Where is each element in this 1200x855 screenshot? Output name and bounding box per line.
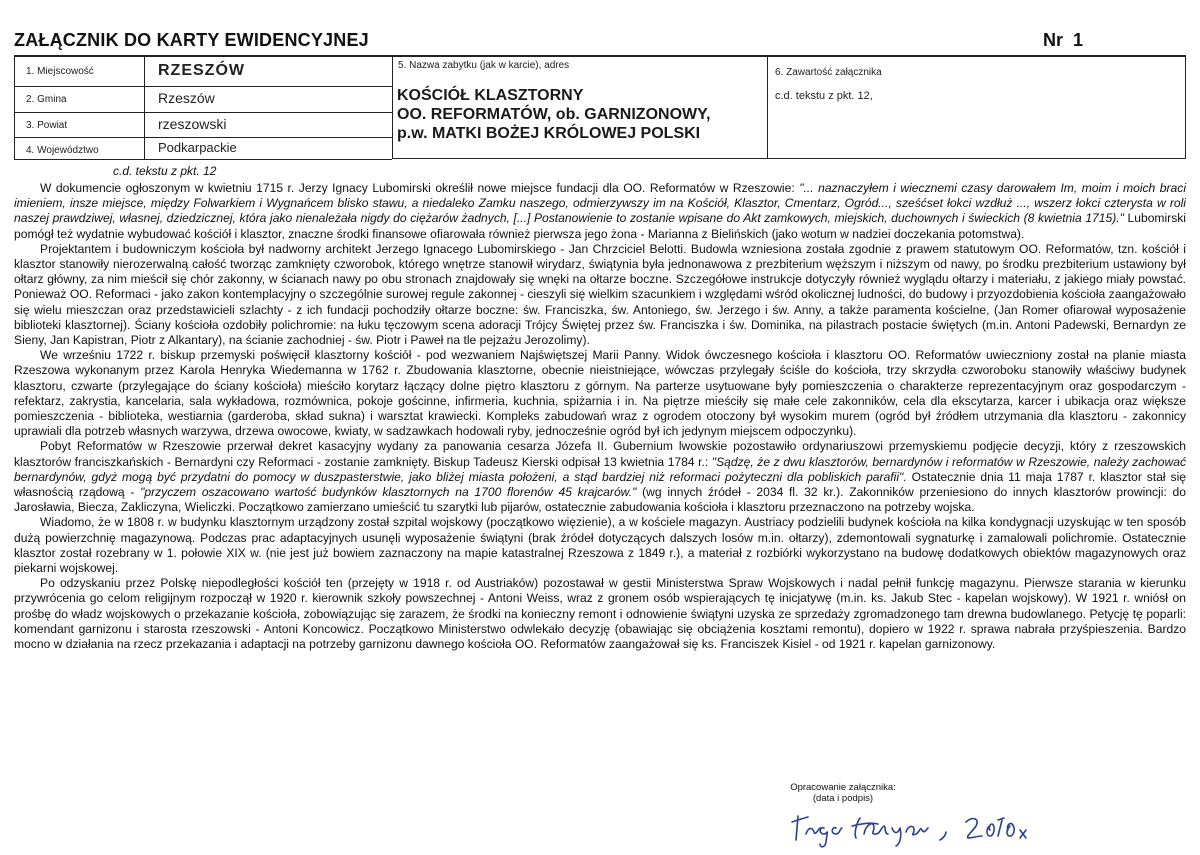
quotation-text: "Sądzę, że z dwu klasztorów, bernardynów i reformatów w Rzeszowie, należy zachować bernardynów, gdyż mogą być przydatni do pomocy w duszpasterstwie, jako bliżej miasta położeni, a stąd bardziej niż reformaci pożyteczni dla pobliskich parafii".: [14, 454, 1187, 484]
wojewodztwo-value: Podkarpackie: [158, 140, 237, 155]
paragraph-text: Projektantem i budowniczym kościoła był nadworny architekt Jerzego Ignacego Lubomirskiego - Jan Chrzciciel Belotti. Budowla wzniesiona została zgodnie z prawem statutowym OO. Reformatów, tzn. kościół i klasztor stanowiły nierozerwalną całość tworząc zamknięty czworobok, którego wnętrze stanowił wirydarz, świątynia była jednonawowa z prezbiterium węższym i niższym od nawy, po środku prezbiterium ustawiony był ołtarz główny, za nim mieścił się chór zakonny, w ścianach nawy po obu stronach znajdowały się wnęki na ołtarze boczne. Szczegółowe instrukcje dotyczyły również wyglądu ołtarzy i materiału, z jakiego miały powstać. Ponieważ OO. Reformaci - jako zakon kontemplacyjny o szczególnie surowej regule zakonnej - cieszyli się wielkim szacunkiem i względami wśród okolicznej ludności, do budowy i przyozdobienia kościoła zaangażowało się wielu mieszczan oraz przedstawicieli szlachty - z ich fundacji pochodziły ołtarze boczne: św. Franciszka, św. Antoniego, św. Jerzego i św. Anny, a także paramenta kościelne, (Jan Romer ofiarował wyposażenie biblioteki klasztornej). Ściany kościoła ozdobiły polichromie: na łuku tęczowym scena adoracji Trójcy Świętej przez św. Franciszka i św. Dominika, na pilastrach postacie świętych (m.in. Antoni Padewski, Bernardyn ze Sieny, Jan Kapistran, Piotr z Alkantary), na ścianie zachodniej - św. Piotr i Paweł na tle pejzażu Jerozolimy).: [14, 241, 1186, 348]
divider-col-1: [392, 56, 393, 159]
paragraph-text: Ostatecznie dnia 11 maja 1787 r. klasztor stał się własnością rządową -: [14, 469, 1186, 500]
document-title: ZAŁĄCZNIK DO KARTY EWIDENCYJNEJ: [14, 30, 369, 50]
nazwa-line-2: OO. REFORMATÓW, ob. GARNIZONOWY,: [397, 106, 711, 123]
body-paragraph: [14, 439, 1186, 515]
paragraph-text: (wg innych źródeł - 2034 fl. 32 kr.). Zakonników przeniesiono do innych klasztorów prowincji: do Jarosławia, Biecza, Zakliczyna, Wieliczki. Początkowo zamierzano umieścić tu szarytki lub pijarów, ostatecznie zabudowania kościoła i klasztoru przeznaczono na potrzeby wojska.: [14, 485, 1187, 515]
paragraph-text: We wrześniu 1722 r. biskup przemyski poświęcił klasztorny kościół - pod wezwaniem Najświętszej Marii Panny. Widok ówczesnego kościoła i klasztoru OO. Reformatów uwieczniony został na planie miasta Rzeszowa wykonanym przez Karola Henryka Wiedemanna w 1762 r. Zbudowania klasztorne, obecnie nieistniejące, wówczas przylegały ściśle do kościoła, trzy skrzydła czworoboku stanowiły właściwy budynek klasztoru, czwarte (przylegające do ściany kościoła) mieściło korytarz łączący dolne piętro klasztoru z górnym. Na parterze usytuowane były pomieszczenia o charakterze reprezentacyjnym oraz gospodarczym - refektarz, zakrystia, kancelaria, sala wykładowa, rozmównica, pokoje gościnne, infirmeria, kuchnia, spiżarnia i in. Na piętrze mieściły się małe cele zakonników, cela dla ekscytarza, karcer i ubikacja oraz większe pomieszczenia - biblioteka, westiarnia (garderoba, skład sukna) i warsztat krawiecki. Kompleks zabudowań wraz z ogrodem otoczony był wysokim murem (ogród był źródłem utrzymania dla klasztoru - zakonnicy uprawiali dla potrzeb własnych warzywa, drzewa owocowe, kwiaty, w sadzawkach hodowali ryby, jednocześnie ogród był ich jedynym miejscem odpoczynku).: [14, 348, 1186, 439]
zawartosc-value: c.d. tekstu z pkt. 12,: [775, 90, 873, 102]
powiat-label: 3. Powiat: [26, 120, 68, 131]
paragraph-text: Pobyt Reformatów w Rzeszowie przerwał dekret kasacyjny wydany za panowania cesarza Józefa II. Gubernium lwowskie pozostawiło ordynariuszowi przemyskiemu podjęcie decyzji, który z rzeszowskich klasztorów franciszkańskich - Bernardyni czy Reformaci - zostanie zamknięty. Biskup Tadeusz Kierski odpisał 13 kwietnia 1784 r.:: [14, 439, 1186, 469]
continuation-note: c.d. tekstu z pkt. 12: [113, 164, 217, 178]
body-paragraph: [14, 181, 1186, 242]
nr-value: 1: [1073, 30, 1084, 50]
signature-drawing: [790, 804, 1090, 850]
document-number: [1043, 30, 1083, 51]
body-paragraph: [14, 576, 1186, 652]
prepared-by-line-2: (data i podpis): [812, 793, 874, 804]
row-divider-1: [14, 86, 392, 87]
nazwa-zabytku-label: 5. Nazwa zabytku (jak w karcie), adres: [398, 60, 570, 71]
quotation-text: "przyczem oszacowano wartość budynków klasztornych na 1700 florenów 45 krajcarów.": [140, 485, 637, 500]
handwritten-signature: [790, 804, 1090, 850]
powiat-value: rzeszowski: [158, 116, 227, 132]
paragraph-text: Wiadomo, że w 1808 r. w budynku klasztornym urządzony został szpital wojskowy (początkowo więzienie), a w kościele magazyn. Austriacy podzielili budynek kościoła na kilka kondygnacji uzyskując w ten sposób dużą powierzchnię magazynową. Podczas prac adaptacyjnych usunęli wyposażenie świątyni (brak źródeł dotyczących dalszych losów m.in. ołtarzy), zdemontowali sygnaturkę i zamalowali polichromie. Ostatecznie klasztor został rozebrany w 1. połowie XIX w. (nie jest już bowiem zaznaczony na mapie katastralnej Rzeszowa z 1849 r.), a materiał z rozbiórki wykorzystano na budowę dodatkowych obiektów magazynowych oraz piekarni wojskowej.: [14, 515, 1186, 576]
nazwa-line-1: KOŚCIÓŁ KLASZTORNY: [397, 87, 584, 104]
prepared-by-label: [778, 782, 908, 804]
nazwa-line-3: p.w. MATKI BOŻEJ KRÓLOWEJ POLSKI: [397, 125, 701, 142]
row-divider-3: [14, 137, 392, 138]
miejscowosc-label: 1. Miejscowość: [26, 66, 94, 77]
wojewodztwo-label: 4. Województwo: [26, 145, 99, 156]
zawartosc-label: 6. Zawartość załącznika: [775, 67, 882, 78]
gmina-label: 2. Gmina: [26, 94, 67, 105]
prepared-by-line-1: Opracowanie załącznika:: [790, 782, 896, 793]
gmina-value: Rzeszów: [158, 90, 215, 106]
header-top-border: [14, 55, 1186, 57]
header-bottom-border: [14, 159, 392, 160]
paragraph-text: W dokumencie ogłoszonym w kwietniu 1715 r. Jerzy Ignacy Lubomirski określił nowe miejsce fundacji dla OO. Reformatów w Rzeszowie:: [40, 181, 800, 195]
body-paragraph: [14, 242, 1186, 348]
nr-label: Nr: [1043, 30, 1064, 50]
paragraph-text: Po odzyskaniu przez Polskę niepodległości kościół ten (przejęty w 1918 r. od Austriaków) pozostawał w gestii Ministerstwa Spraw Wojskowych i nadal pełnił funkcję magazynu. Pierwsze starania w kierunku przywrócenia go celom religijnym rozpoczął w 1920 r. kierownik szkoły powszechnej - Antoni Weiss, wraz z gronem osób wspierających tę inicjatywę (m.in. ks. Jakub Stec - kapelan wojskowy). W 1921 r. wniósł on prośbę do władz wojskowych o przekazanie kościoła, zobowiązując się zarazem, że środki na konieczny remont i odnowienie świątyni uzyska ze sprzedaży zgromadzonego tam drewna budowlanego. Petycję tę poparli: komendant garnizonu i starosta rzeszowski - Antoni Koncowicz. Początkowo Ministerstwo odwlekało decyzję (obawiając się obciążenia kosztami remontu), dopiero w 1922 r. sprawa nabrała przyśpieszenia. Bardzo mocno w działania na rzecz przekazania i adaptacji na potrzeby garnizonu dawnego kościoła OO. Reformatów zaangażował się ks. Franciszek Kisiel - od 1921 r. kapelan garnizonowy.: [14, 576, 1186, 652]
header-right-border: [1185, 56, 1186, 159]
body-paragraph: [14, 348, 1186, 439]
row-divider-2: [14, 112, 392, 113]
header-left-border: [14, 56, 15, 160]
quotation-text: "... naznaczyłem i wiecznemi czasy darowałem Im, moim i moich braci imieniem, insze miejsce, między Folwarkiem i Wygnańcem blisko stawu, a niedaleko Zamku naszego, odmierzywszy im na Kościół, Klasztor, Cmentarz, Ogród..., sześćset łokci wzdłuż ..., wszerz łokci czterysta w roli naszej prawdziwej, własnej, dziedzicznej, która jako nienależała nigdy do ciężarów żadnych, [...] Postanowienie to zostanie wpisane do Akt zamkowych, miejskich, duchownych i świeckich (8 kwietnia 1715).": [14, 181, 1186, 226]
body-text: [14, 181, 1186, 652]
nazwa-zabytku-value: [397, 86, 762, 143]
header-bottom-border-right: [392, 158, 1186, 159]
miejscowosc-value: RZESZÓW: [158, 62, 245, 79]
divider-col-2: [767, 56, 768, 159]
col-divider-left: [144, 57, 145, 159]
body-paragraph: [14, 515, 1186, 576]
paragraph-text: Lubomirski pomógł też wydatnie wybudować kościół i klasztor, znaczne środki finansowe ofiarowała również pierwsza jego żona - Marianna z Bielińskich (jako wotum w nadziei doczekania potomstwa).: [14, 211, 1186, 241]
